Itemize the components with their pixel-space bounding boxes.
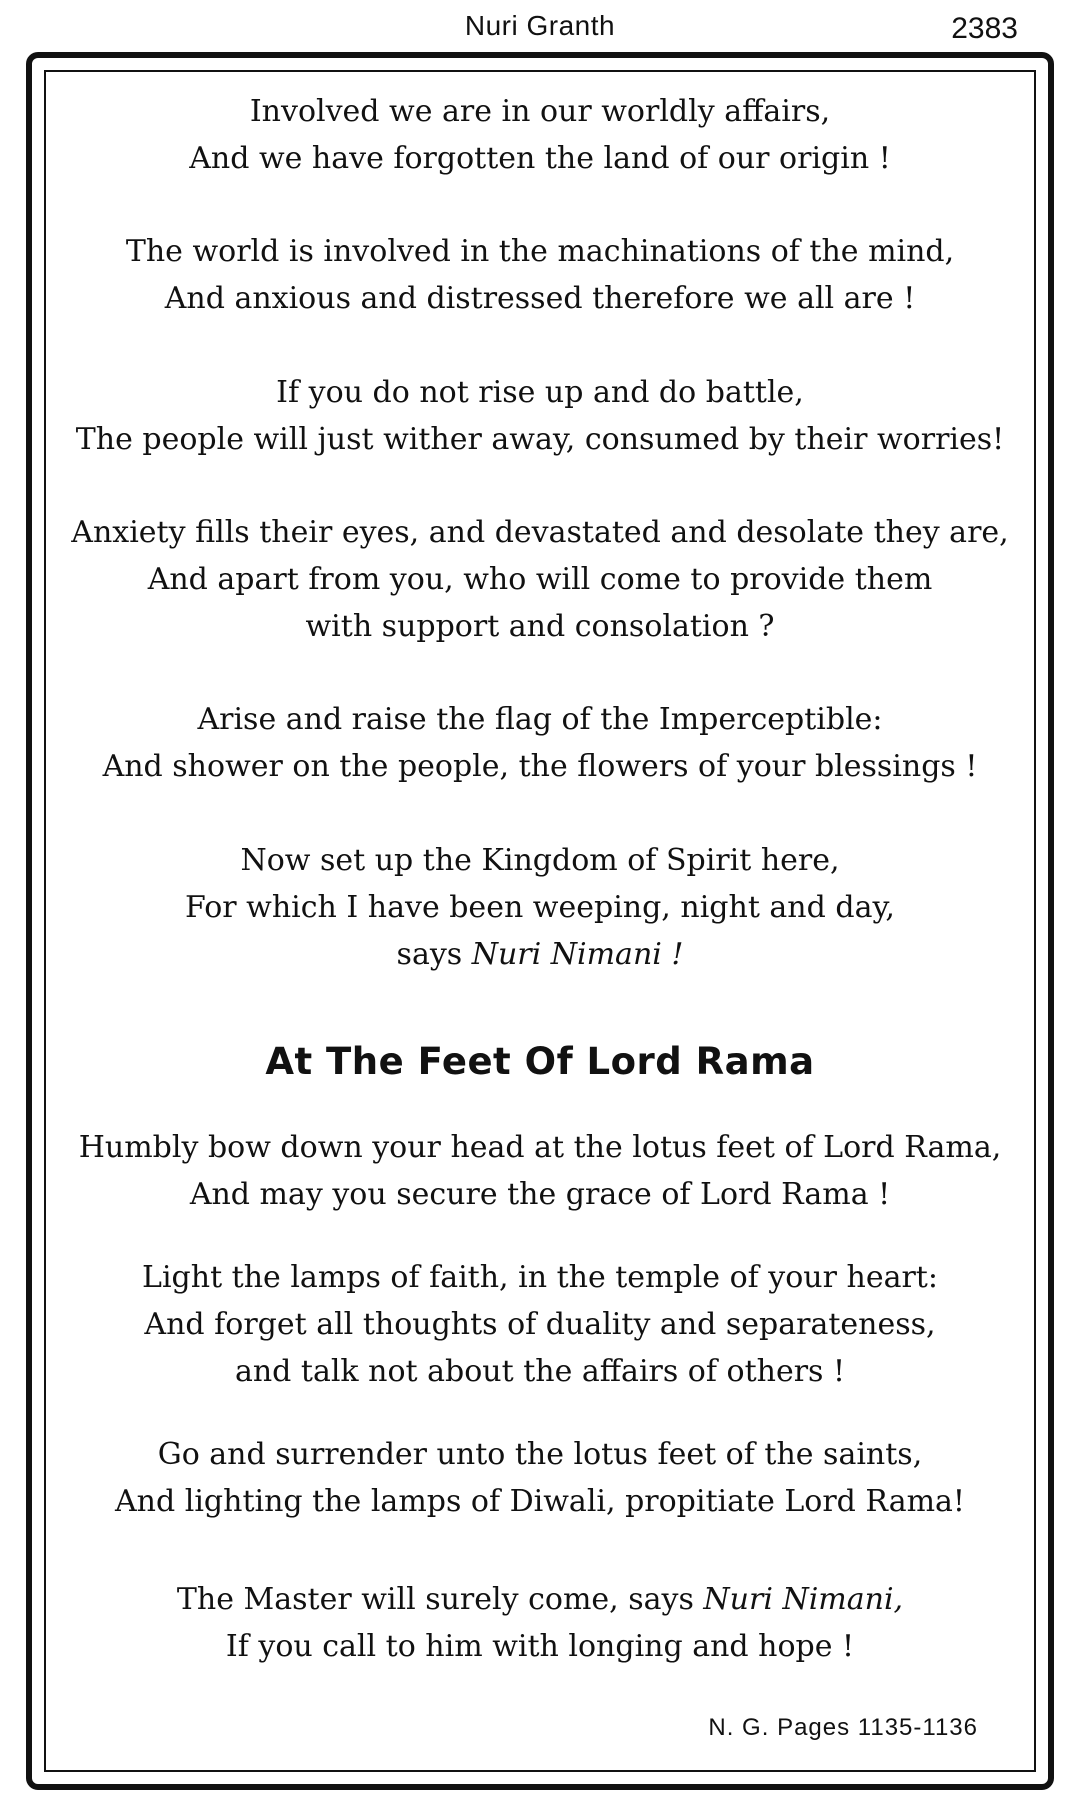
verse-line: And apart from you, who will come to provide them: [147, 562, 933, 597]
author-name: Nuri Nimani,: [703, 1582, 904, 1617]
poem2-stanza-4: [46, 1576, 1034, 1670]
verse-line: And forget all thoughts of duality and separateness,: [144, 1307, 936, 1342]
verse-line: For which I have been weeping, night and day,: [185, 890, 895, 925]
verse-line-closing: [46, 931, 1034, 978]
verse-line-opening: [46, 1576, 1034, 1623]
verse-line: And shower on the people, the flowers of your blessings !: [102, 749, 978, 784]
verse-line: And anxious and distressed therefore we all are !: [164, 281, 916, 316]
poem2-title: At The Feet Of Lord Rama: [265, 1040, 815, 1083]
poem1-stanza-1: [46, 88, 1034, 182]
opening-prefix: The Master will surely come, says: [176, 1582, 704, 1617]
verse-line: Now set up the Kingdom of Spirit here,: [240, 843, 840, 878]
closing-prefix: says: [396, 937, 472, 972]
poem2-stanza-1: [46, 1124, 1034, 1218]
poem1-stanza-2: [46, 228, 1034, 322]
poem1-stanza-4: [46, 509, 1034, 650]
poem2-stanza-2: [46, 1254, 1034, 1395]
verse-line: If you call to him with longing and hope !: [225, 1629, 855, 1664]
poem2-stanza-3: [46, 1431, 1034, 1525]
poem1-stanza-3: [46, 369, 1034, 463]
poem-content: [46, 72, 1034, 1770]
verse-line: And we have forgotten the land of our origin !: [189, 141, 891, 176]
verse-line: The people will just wither away, consumed by their worries!: [75, 422, 1005, 457]
poem1-stanza-6: [46, 837, 1034, 978]
running-header: [0, 0, 1080, 50]
poem1-stanza-5: [46, 696, 1034, 790]
page-border-inner: [44, 70, 1036, 1772]
page-reference: N. G. Pages 1135-1136: [708, 1714, 978, 1741]
author-name: Nuri Nimani !: [471, 937, 684, 972]
verse-line: with support and consolation ?: [305, 609, 775, 644]
verse-line: Humbly bow down your head at the lotus feet of Lord Rama,: [78, 1130, 1002, 1165]
book-title: Nuri Granth: [464, 10, 616, 41]
verse-line: The world is involved in the machinations of the mind,: [125, 234, 955, 269]
page-border-outer: [26, 52, 1054, 1790]
verse-line: Arise and raise the flag of the Imperceptible:: [197, 702, 883, 737]
verse-line: And may you secure the grace of Lord Rama !: [189, 1177, 891, 1212]
verse-line: and talk not about the affairs of others !: [234, 1354, 846, 1389]
verse-line: And lighting the lamps of Diwali, propitiate Lord Rama!: [115, 1484, 965, 1519]
verse-line: Involved we are in our worldly affairs,: [249, 94, 831, 129]
verse-line: Anxiety fills their eyes, and devastated and desolate they are,: [71, 515, 1009, 550]
verse-line: Light the lamps of faith, in the temple of your heart:: [142, 1260, 938, 1295]
verse-line: Go and surrender unto the lotus feet of the saints,: [157, 1437, 923, 1472]
page-number: 2383: [951, 12, 1018, 45]
verse-line: If you do not rise up and do battle,: [276, 375, 804, 410]
